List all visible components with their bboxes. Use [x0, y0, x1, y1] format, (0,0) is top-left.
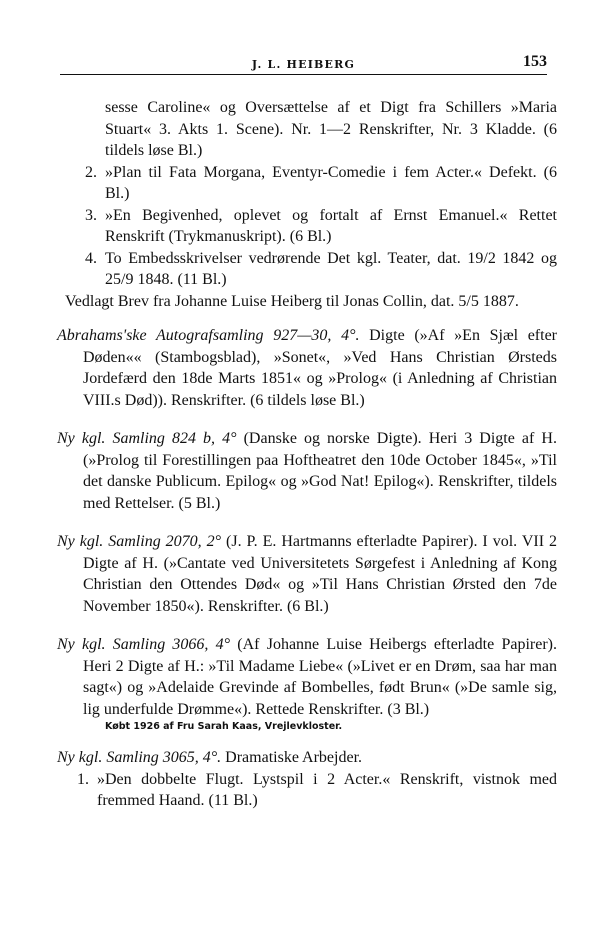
catalog-entry	[57, 325, 557, 411]
entry-reference: Ny kgl. Samling 2070, 2°	[57, 533, 222, 550]
continued-text: sesse Caroline« og Oversættelse af et Digt fra Schillers »Maria Stuart« 3. Akts 1. Scene). Nr. 1—2 Renskrifter, Nr. 3 Kladde. (6 tildels løse Bl.)	[105, 99, 557, 159]
attached-note: Vedlagt Brev fra Johanne Luise Heiberg til Jonas Collin, dat. 5/5 1887.	[65, 292, 519, 310]
acquisition-note: Købt 1926 af Fru Sarah Kaas, Vrejlevkloster.	[105, 721, 343, 732]
catalog-entry	[57, 747, 557, 769]
item-number: 3.	[85, 206, 97, 224]
page-number: 153	[523, 53, 547, 70]
item-number: 4.	[85, 249, 97, 267]
item-number: 1.	[77, 770, 89, 788]
entry-text: (Danske og norske Digte). Heri 3 Digte af H. (»Prolog til Forestillingen paa Hoftheatret den 10de October 1845«, »Til det danske Publicum. Epilog« og »God Nat! Epilog«). Renskrifter, tildels med Rettelser. (5 Bl.)	[83, 430, 557, 512]
entry-reference: Ny kgl. Samling 3066, 4°	[57, 636, 231, 653]
entry-text: (Af Johanne Luise Heibergs efterladte Papirer). Heri 2 Digte af H.: »Til Madame Liebe« (»Livet er en Drøm, saa har man sagt«) og »Adelaide Grevinde af Bombelles, født Brun« (»De samle sig, lig underfulde Drømme«). Rettede Renskrifter. (3 Bl.)	[83, 636, 557, 718]
entry-text: Digte (»Af »En Sjæl efter Døden«« (Stambogsblad), »Sonet«, »Ved Hans Christian Ørsteds Jordefærd den 18de Marts 1851« og »Prolog« (i Anledning af Christian VIII.s Død)). Renskrifter. (6 tildels løse Bl.)	[83, 327, 558, 409]
item-text: »Den dobbelte Flugt. Lystspil i 2 Acter.« Renskrift, vistnok med fremmed Haand. (11 Bl.)	[97, 770, 557, 809]
list-item	[85, 248, 557, 291]
running-head: J. L. HEIBERG	[251, 58, 356, 71]
list-item	[77, 769, 557, 812]
list-item	[85, 205, 557, 248]
entry-reference: Abrahams'ske Autografsamling 927—30, 4°.	[57, 327, 360, 344]
item-number: 2.	[85, 163, 97, 181]
item-text: »En Begivenhed, oplevet og fortalt af Ernst Emanuel.« Rettet Renskrift (Trykmanuskript). (6 Bl.)	[105, 206, 557, 245]
entry-reference: Ny kgl. Samling 824 b, 4°	[57, 430, 237, 447]
page-header	[60, 52, 547, 75]
catalog-entry	[57, 428, 557, 514]
list-item	[85, 162, 557, 205]
entry-text: Dramatiske Arbejder.	[221, 749, 363, 766]
page-body	[57, 97, 557, 812]
item-text: To Embedsskrivelser vedrørende Det kgl. Teater, dat. 19/2 1842 og 25/9 1848. (11 Bl.)	[105, 249, 557, 288]
catalog-entry	[57, 634, 557, 720]
catalog-entry	[57, 531, 557, 617]
item-text: »Plan til Fata Morgana, Eventyr-Comedie i fem Acter.« Defekt. (6 Bl.)	[105, 163, 557, 202]
entry-text: (J. P. E. Hartmanns efterladte Papirer). I vol. VII 2 Digte af H. (»Cantate ved Universitetets Sørgefest i Anledning af Kong Christian den Ottendes Død« og »Til Hans Christian Ørsted den 7de November 1850«). Renskrifter. (6 Bl.)	[83, 533, 558, 615]
entry-reference: Ny kgl. Samling 3065, 4°.	[57, 749, 222, 766]
